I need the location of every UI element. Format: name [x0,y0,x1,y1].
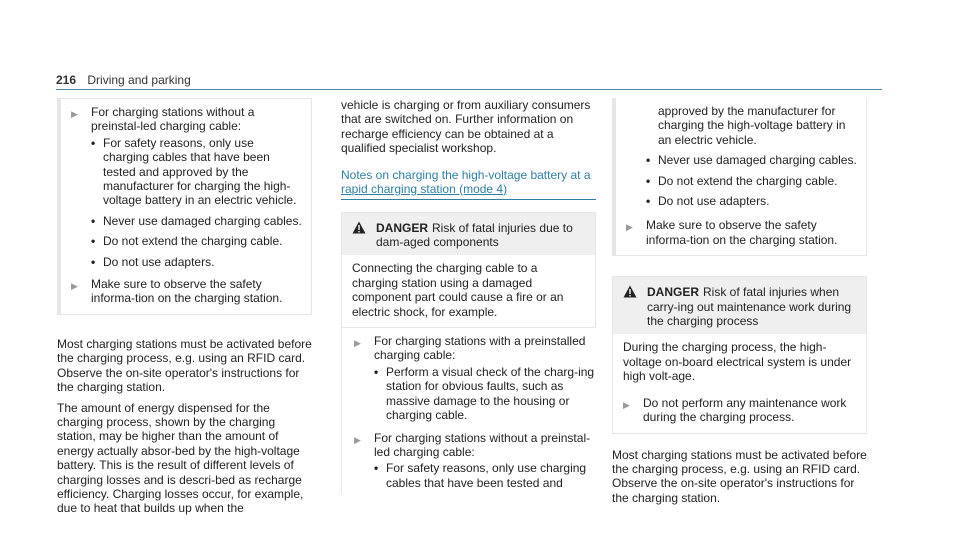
list-item: • Do not use adapters. [91,254,215,269]
column-3 [612,98,867,511]
section-title: Notes on charging the high-voltage battery at a rapid charging station (mode 4) [341,168,596,200]
page-header [56,73,191,87]
bullet-dot: • [646,194,651,209]
bullet-dot: • [646,173,651,188]
step-text: Make sure to observe the safety informa-tion on the charging station. [646,218,838,247]
bullet-dot: • [646,153,651,168]
warning-triangle-icon [623,285,639,328]
list-item: • Never use damaged charging cables. [646,153,857,168]
danger-body-text: Connecting the charging cable to a charging station using a damaged component part could cause a fire or an electric shock, for example. [352,261,564,319]
bullet-dot: • [91,135,96,150]
bullet-dot: • [91,254,96,269]
step [626,218,858,247]
step-text: For charging stations without a preinstal-led charging cable: [374,430,591,459]
danger-body-text: During the charging process, the high-voltage on-board electrical system is under high volt-age. [623,340,852,384]
step-text: Make sure to observe the safety informa-tion on the charging station. [91,277,283,306]
step-arrow-icon: ▶ [623,399,630,410]
step-text: For charging stations without a preinstal-led charging cable: [91,105,255,134]
bullet-dot: • [374,364,379,379]
step-arrow-icon: ▶ [354,434,361,445]
step [354,431,596,491]
column-1 [57,98,312,522]
step-text: Do not perform any maintenance work during the charging process. [643,395,847,425]
danger-header: DANGER Risk of fatal injuries due to dam-aged components [342,213,595,256]
page-number: 216 [56,73,77,87]
bullet-dot: • [374,461,379,476]
bullet-dot: • [91,213,96,228]
paragraph: Most charging stations must be activated before the charging process, e.g. using an RFID card. Observe the on-site operator's instructions for the charging station. [612,447,867,505]
column-2 [341,98,596,494]
paragraph: Most charging stations must be activated before the charging process, e.g. using an RFID card. Observe the on-site operator's instructions for the charging station. [57,336,312,395]
instruction-box [57,98,312,315]
step-text: For charging stations with a preinstalled charging cable: [374,334,586,363]
list-item: • Do not use adapters. [646,194,770,209]
step-arrow-icon: ▶ [71,281,78,292]
paragraph: vehicle is charging or from auxiliary consumers that are switched on. Further information on recharge efficiency can be obtained at a qualified specialist workshop. [341,98,591,156]
bullet-dot: • [91,234,96,249]
danger-notice [612,276,867,433]
header-rule [56,89,882,90]
danger-header: DANGER Risk of fatal injuries when carry-ing out maintenance work during the charging process [613,277,866,334]
danger-notice [341,212,596,328]
instruction-box [341,328,596,494]
danger-body [342,255,595,327]
step-arrow-icon: ▶ [626,222,633,233]
list-item: • For safety reasons, only use charging cables that have been tested and approved by the manufacturer for charging the high-voltage battery in an electric vehicle. [91,135,297,208]
step-arrow-icon: ▶ [71,109,78,119]
list-item: • Perform a visual check of the charg-ing station for obvious faults, such as massive damage to the housing or charging cable. [374,364,595,423]
list-item: • Never use damaged charging cables. [91,213,302,228]
warning-triangle-icon [352,221,368,250]
list-item: • Do not extend the charging cable. [646,173,838,188]
list-item: • Do not extend the charging cable. [91,234,283,249]
continued-text: approved by the manufacturer for charging the high-voltage battery in an electric vehicle. • Never use damaged charging cables. • Do not extend the charging cable. • Do not use adapters. [646,104,857,209]
danger-label: DANGER [376,220,429,235]
step-arrow-icon: ▶ [354,338,361,349]
step [623,396,856,425]
paragraph: The amount of energy dispensed for the charging process, shown by the charging station, may be higher than the amount of energy actually absor-bed by the high-voltage battery. This is the result of different levels of charging losses and is descri-bed as recharge efficiency. Charging losses occur, for example, due to heat that builds up when the [57,400,304,516]
danger-body [613,334,866,432]
danger-label: DANGER [647,285,700,300]
step [71,277,303,306]
list-item: • For safety reasons, only use charging cables that have been tested and [374,461,587,490]
instruction-box-continued [612,98,867,256]
section-name: Driving and parking [87,73,191,87]
step [354,334,596,422]
step [71,105,303,269]
